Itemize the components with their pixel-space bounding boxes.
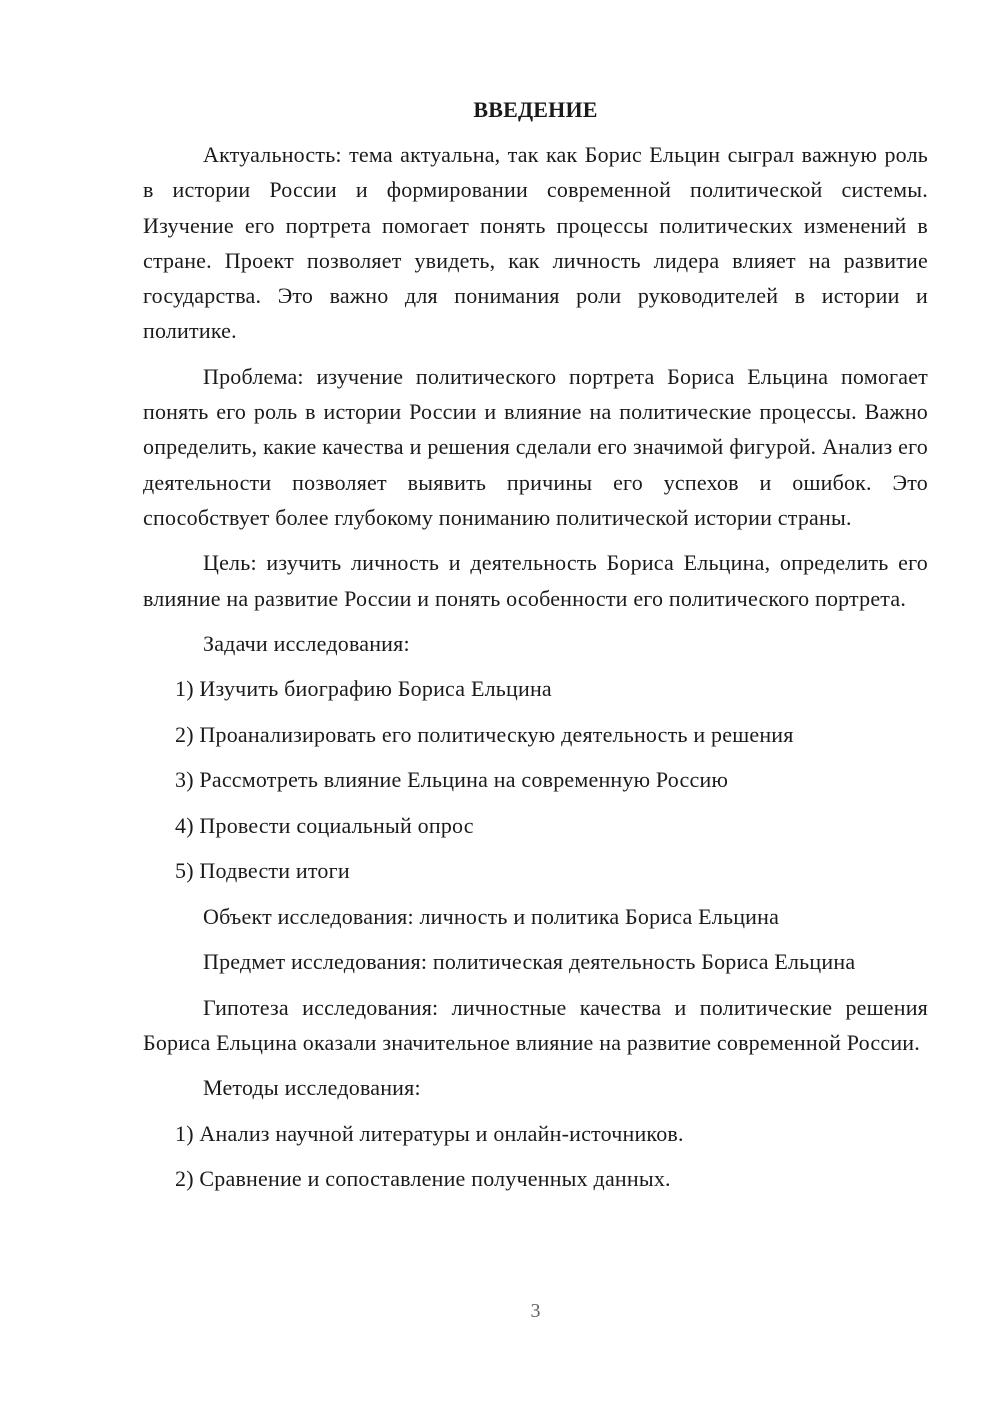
section-heading: ВВЕДЕНИЕ	[473, 97, 598, 122]
list-item: 3) Рассмотреть влияние Ельцина на современную Россию	[175, 767, 729, 793]
relevance-paragraph: Актуальность: тема актуальна, так как Борис Ельцин сыграл важную роль в истории России и формировании современной политической системы. Изучение его портрета помогает понять процессы политических изменений в стране. Проект позволяет увидеть, как личность лидера влияет на развитие государства. Это важно для понимания роли руководителей в истории и политике.	[143, 142, 928, 344]
tasks-list	[143, 671, 928, 888]
methods-heading: Методы исследования:	[203, 1075, 421, 1101]
list-item: 4) Провести социальный опрос	[175, 812, 474, 838]
document-page	[143, 95, 928, 1207]
problem-paragraph: Проблема: изучение политического портрета Бориса Ельцина помогает понять его роль в истории России и влияние на политические процессы. Важно определить, какие качества и решения сделали его значимой фигурой. Анализ его деятельности позволяет выявить причины его успехов и ошибок. Это способствует более глубокому пониманию политической истории страны.	[143, 363, 928, 530]
page-number: 3	[530, 1300, 541, 1322]
list-item: 2) Сравнение и сопоставление полученных данных.	[175, 1166, 671, 1192]
list-item: 1) Изучить биографию Бориса Ельцина	[175, 676, 552, 702]
tasks-heading: Задачи исследования:	[203, 630, 410, 656]
list-item: 2) Проанализировать его политическую деятельность и решения	[175, 721, 794, 747]
subject-line: Предмет исследования: политическая деятельность Бориса Ельцина	[203, 949, 856, 975]
object-line: Объект исследования: личность и политика Бориса Ельцина	[203, 903, 780, 929]
hypothesis-paragraph: Гипотеза исследования: личностные качества и политические решения Бориса Ельцина оказали значительное влияние на развитие современной России.	[143, 994, 928, 1056]
list-item: 1) Анализ научной литературы и онлайн-источников.	[175, 1120, 684, 1146]
list-item: 5) Подвести итоги	[175, 858, 350, 884]
methods-list	[143, 1116, 928, 1197]
goal-paragraph: Цель: изучить личность и деятельность Бориса Ельцина, определить его влияние на развитие России и понять особенности его политического портрета.	[143, 550, 928, 611]
